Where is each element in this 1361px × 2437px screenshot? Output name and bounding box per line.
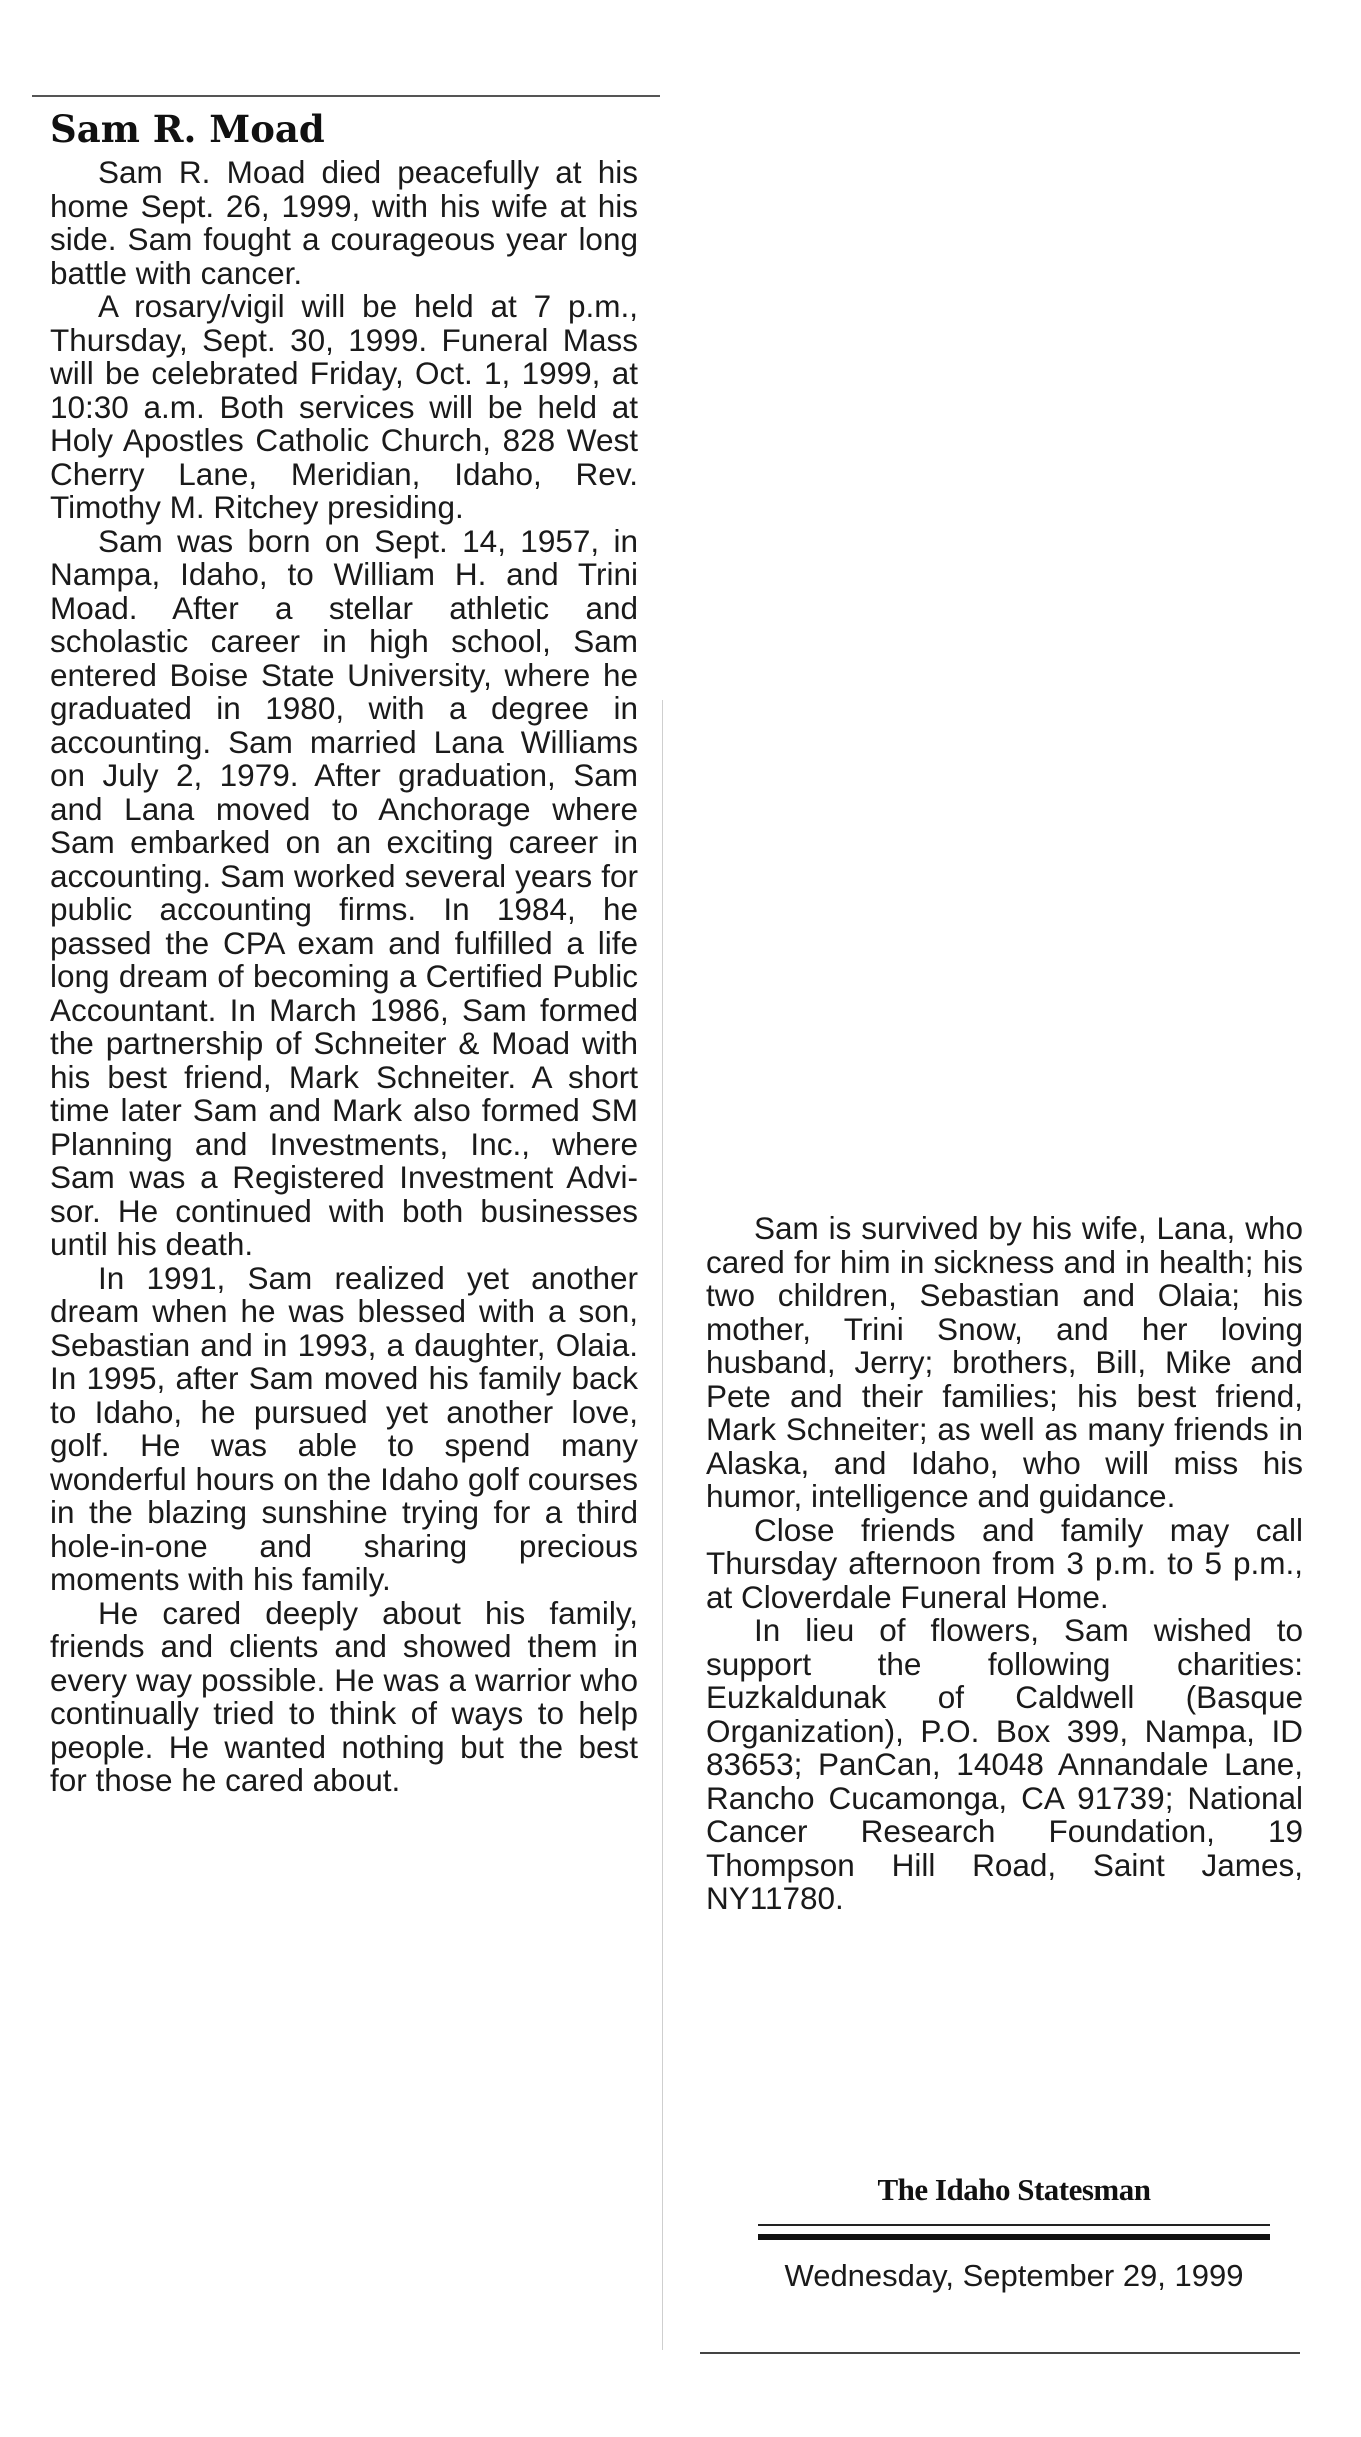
masthead-rule-bottom [700,2352,1300,2354]
paragraph-biography: Sam was born on Sept. 14, 1957, in Nampa, Idaho, to William H. and Trini Moad. After a stellar athletic and scholastic career in high school, Sam entered Boise State University, where he graduated in 1980, with a degree in accounting. Sam married Lana Williams on July 2, 1979. After graduation, Sam and Lana moved to Anchorage where Sam embarked on an exciting career in accounting. Sam worked several years for public accounting firms. In 1984, he passed the CPA exam and fulfilled a life long dream of becoming a Certified Public Accountant. In March 1986, Sam formed the partnership of Schneiter & Moad with his best friend, Mark Schneiter. A short time later Sam and Mark also formed SM Planning and Investments, Inc., where Sam was a Registered Investment Advisor. He continued with both businesses until his death. [50,522,638,1262]
paragraph-survivors: Sam is survived by his wife, Lana, who cared for him in sickness and in health; his two children, Sebastian and Olaia; his mother, Trini Snow, and her loving husband, Jerry; brothers, Bill, Mike and Pete and their families; his best friend, Mark Schneiter; as well as many friends in Alaska, and Idaho, who will miss his humor, intelligence and guidance. [706,1210,1303,1514]
top-rule [32,95,660,97]
paragraph-services: A rosary/vigil will be held at 7 p.m., Thursday, Sept. 30, 1999. Funeral Mass will be celebrated Friday, Oct. 1, 1999, at 10:30 a.m. Both services will be held at Holy Apostles Catholic Church, 828 West Cherry Lane, Meridian, Idaho, Rev. Timothy M. Ritchey presiding. [50,288,638,525]
column-divider [662,700,663,2350]
publication-date: Wednesday, September 29, 1999 [784,2258,1244,2293]
paragraph-death-notice: Sam R. Moad died peacefully at his home Sept. 26, 1999, with his wife at his side. Sam fought a courageous year long battle with cancer. [50,154,638,291]
obituary-left-column [50,104,638,1798]
masthead-rule-thick [758,2234,1270,2240]
obituary-headline: Sam R. Moad [50,107,325,151]
obituary-right-column [706,1212,1303,1916]
paragraph-character: He cared deeply about his family, friends and clients and showed them in every way possible. He was a warrior who continually tried to think of ways to help people. He wanted nothing but the best for those he cared about. [50,1594,638,1798]
paragraph-charities: In lieu of flowers, Sam wished to support the following charities: Euzkaldunak of Caldwell (Basque Organization), P.O. Box 399, Nampa, ID 83653; PanCan, 14048 Annandale Lane, Rancho Cucamonga, CA 91739; National Cancer Research Foundation, 19 Thompson Hill Road, Saint James, NY11780. [706,1612,1303,1916]
masthead-rule-thin [758,2224,1270,2226]
newspaper-masthead [730,2170,1298,2294]
newspaper-name: The Idaho Statesman [877,2172,1151,2207]
paragraph-family-golf: In 1991, Sam realized yet another dream when he was blessed with a son, Sebastian and in 1993, a daughter, Olaia. In 1995, after Sam moved his family back to Idaho, he pursued yet another love, golf. He was able to spend many wonderful hours on the Idaho golf courses in the blazing sunshine trying for a third hole-in-one and sharing precious moments with his family. [50,1259,638,1597]
paragraph-visitation: Close friends and family may call Thursday afternoon from 3 p.m. to 5 p.m., at Cloverdale Funeral Home. [706,1511,1303,1615]
